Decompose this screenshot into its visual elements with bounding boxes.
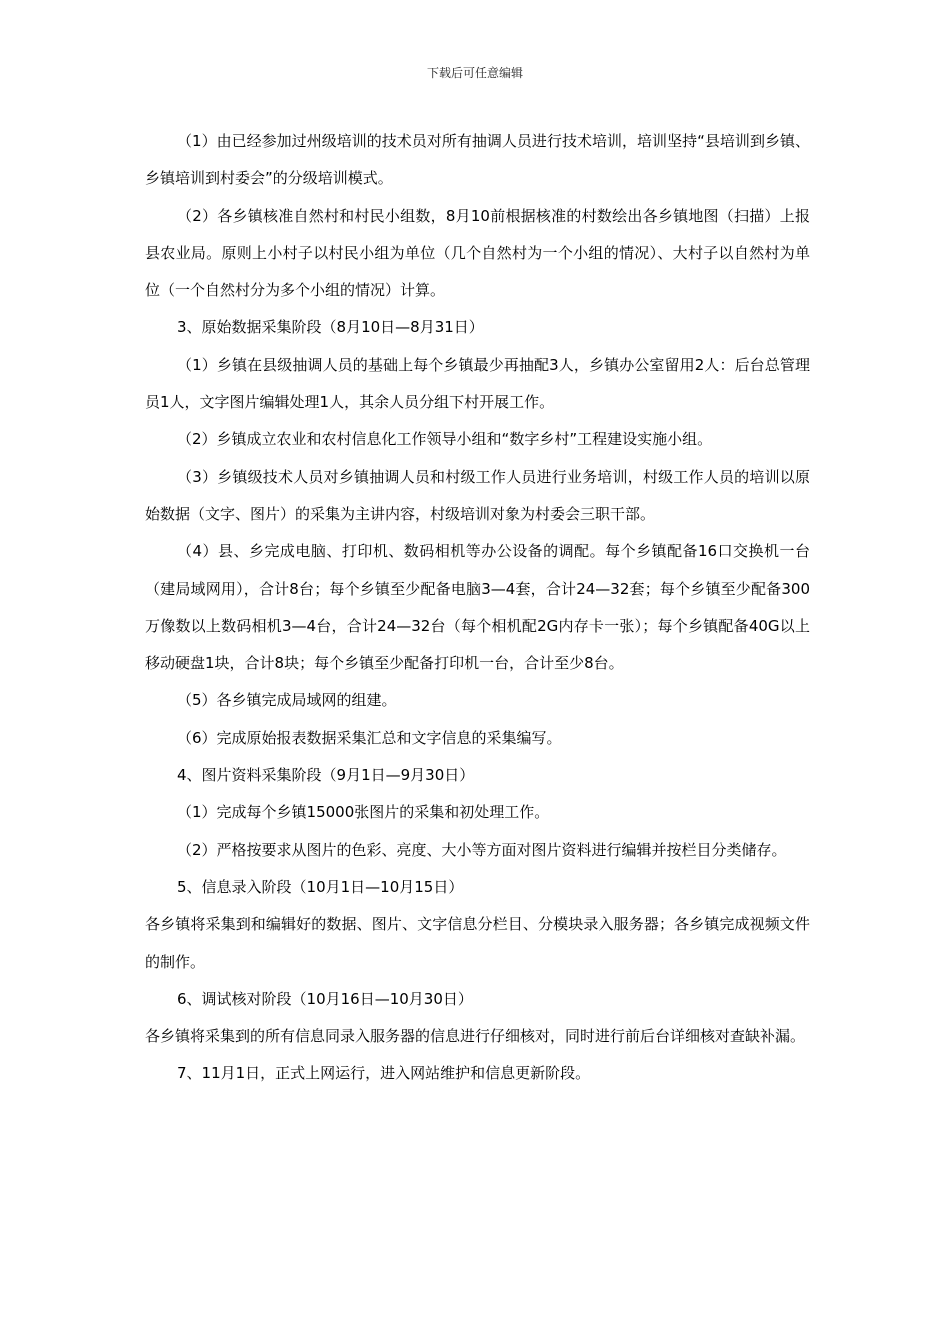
paragraph: （1）乡镇在县级抽调人员的基础上每个乡镇最少再抽配3人，乡镇办公室留用2人：后台总管理员1人，文字图片编辑处理1人，其余人员分组下村开展工作。: [145, 355, 810, 412]
paragraph: （2）各乡镇核准自然村和村民小组数，8月10前根据核准的村数绘出各乡镇地图（扫描）上报县农业局。原则上小村子以村民小组为单位（几个自然村为一个小组的情况）、大村子以自然村为单位（一个自然村分为多个小组的情况）计算。: [145, 206, 810, 300]
document-body: [145, 123, 810, 1093]
paragraph: （4）县、乡完成电脑、打印机、数码相机等办公设备的调配。每个乡镇配备16口交换机一台（建局域网用），合计8台；每个乡镇至少配备电脑3—4套，合计24—32套；每个乡镇至少配备300万像数以上数码相机3—4台，合计24—32台（每个相机配2G内存卡一张）；每个乡镇配备40G以上移动硬盘1块，合计8块；每个乡镇至少配备打印机一台，合计至少8台。: [145, 542, 810, 673]
paragraph: （2）乡镇成立农业和农村信息化工作领导小组和“数字乡村”工程建设实施小组。: [177, 430, 713, 449]
section-heading: 6、调试核对阶段（10月16日—10月30日）: [177, 989, 473, 1008]
paragraph: 各乡镇将采集到和编辑好的数据、图片、文字信息分栏目、分模块录入服务器；各乡镇完成视频文件的制作。: [145, 915, 810, 971]
paragraph: 各乡镇将采集到的所有信息同录入服务器的信息进行仔细核对，同时进行前后台详细核对查缺补漏。: [145, 1027, 806, 1046]
paragraph: （2）严格按要求从图片的色彩、亮度、大小等方面对图片资料进行编辑并按栏目分类储存。: [177, 840, 787, 859]
section-heading: 4、图片资料采集阶段（9月1日—9月30日）: [177, 766, 475, 785]
section-heading: 7、11月1日，正式上网运行，进入网站维护和信息更新阶段。: [177, 1064, 591, 1083]
page-header-note: 下载后可任意编辑: [426, 66, 523, 80]
paragraph: （6）完成原始报表数据采集汇总和文字信息的采集编写。: [177, 728, 562, 747]
paragraph: （1）完成每个乡镇15000张图片的采集和初处理工作。: [177, 803, 550, 822]
paragraph: （5）各乡镇完成局域网的组建。: [177, 691, 397, 710]
section-heading: 3、原始数据采集阶段（8月10日—8月31日）: [177, 318, 484, 337]
paragraph: （1）由已经参加过州级培训的技术员对所有抽调人员进行技术培训，培训坚持“县培训到乡镇、乡镇培训到村委会”的分级培训模式。: [145, 132, 810, 188]
section-heading: 5、信息录入阶段（10月1日—10月15日）: [177, 877, 464, 896]
paragraph: （3）乡镇级技术人员对乡镇抽调人员和村级工作人员进行业务培训，村级工作人员的培训以原始数据（文字、图片）的采集为主讲内容，村级培训对象为村委会三职干部。: [145, 467, 810, 523]
